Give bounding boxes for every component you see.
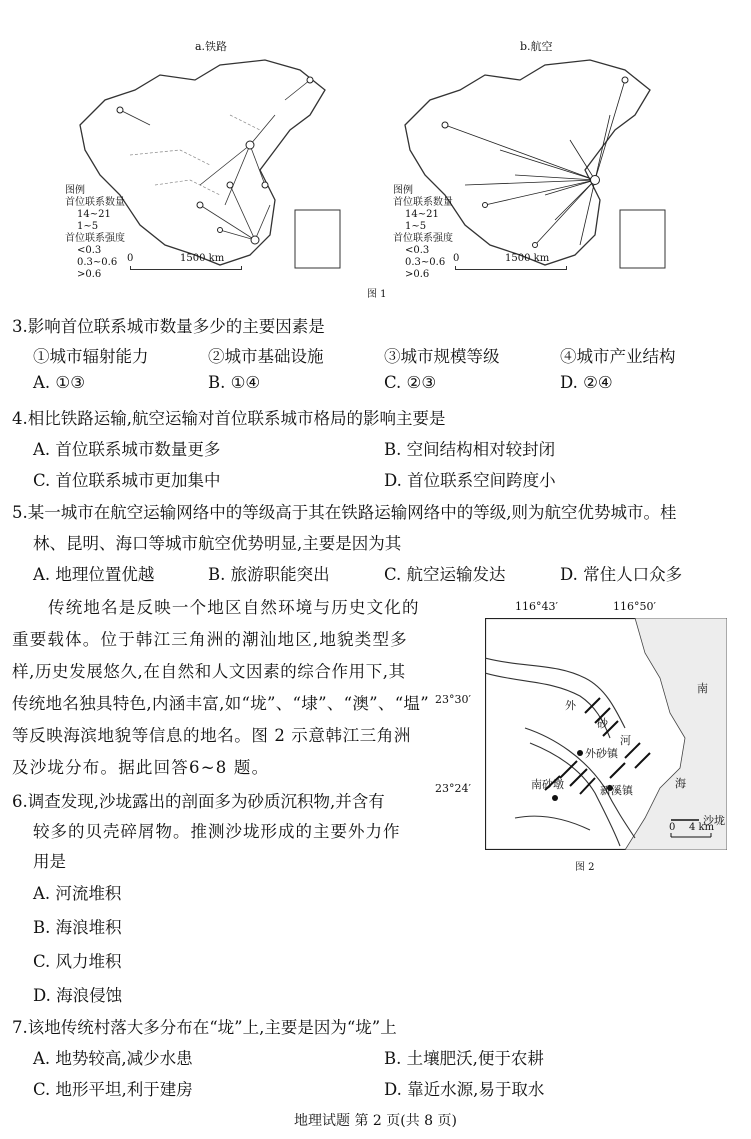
passage-line-6: 及沙垅分布。据此回答6~8 题。 xyxy=(12,758,270,777)
page-footer: 地理试题 第 2 页(共 8 页) xyxy=(294,1113,457,1129)
legend-count-label: 首位联系数量 xyxy=(65,197,125,208)
town-label-3: 南砂墩 xyxy=(531,778,564,791)
q4-option-a[interactable]: A. 首位联系城市数量更多 xyxy=(33,440,221,459)
legend-title: 图例 xyxy=(65,185,85,196)
q6-stem-line-2: 较多的贝壳碎屑物。推测沙垅形成的主要外力作 xyxy=(33,822,401,841)
map-a-title: a.铁路 xyxy=(195,40,228,53)
q4-option-b[interactable]: B. 空间结构相对较封闭 xyxy=(384,440,556,459)
q7-option-b[interactable]: B. 土壤肥沃,便于农耕 xyxy=(384,1049,544,1068)
river-label-3: 河 xyxy=(620,734,631,747)
town-label-1: 外砂镇 xyxy=(585,747,618,760)
q7-option-d[interactable]: D. 靠近水源,易于取水 xyxy=(384,1080,545,1099)
legend-strength-low: <0.3 xyxy=(405,245,430,256)
q6-option-a[interactable]: A. 河流堆积 xyxy=(33,884,122,903)
q4-option-d[interactable]: D. 首位联系空间跨度小 xyxy=(384,471,556,490)
legend-count-label: 首位联系数量 xyxy=(393,197,453,208)
q6-option-d[interactable]: D. 海浪侵蚀 xyxy=(33,986,123,1005)
legend-strength-high: >0.6 xyxy=(77,269,102,280)
q5-stem-line-2: 林、昆明、海口等城市航空优势明显,主要是因为其 xyxy=(33,534,402,553)
legend-label: 沙垅 xyxy=(703,814,725,827)
scale-a-zero: 0 xyxy=(127,253,134,264)
q3-option-c[interactable]: C. ②③ xyxy=(384,373,437,392)
lat-label-2: 23°24′ xyxy=(435,782,471,795)
legend-strength-label: 首位联系强度 xyxy=(65,233,125,244)
passage-line-5: 等反映海滨地貌等信息的地名。图 2 示意韩江三角洲 xyxy=(12,726,411,745)
map-b-title: b.航空 xyxy=(520,40,553,53)
scale-b: 1500 km xyxy=(505,253,550,264)
legend-strength-mid: 0.3~0.6 xyxy=(77,257,118,268)
passage-line-4: 传统地名独具特色,内涵丰富,如“垅”、“埭”、“澳”、“塭” xyxy=(12,694,429,713)
q3-item-1: ①城市辐射能力 xyxy=(33,347,149,366)
passage-line-3: 样,历史发展悠久,在自然和人文因素的综合作用下,其 xyxy=(12,662,406,681)
q3-stem: 3.影响首位联系城市数量多少的主要因素是 xyxy=(12,317,325,336)
q7-option-c[interactable]: C. 地形平坦,利于建房 xyxy=(33,1080,193,1099)
q5-option-d[interactable]: D. 常住人口众多 xyxy=(560,565,683,584)
passage-line-1: 传统地名是反映一个地区自然环境与历史文化的 xyxy=(48,598,420,617)
legend-count-high: 14~21 xyxy=(77,209,111,220)
q7-stem: 7.该地传统村落大多分布在“垅”上,主要是因为“垅”上 xyxy=(12,1018,397,1037)
scale-a: 1500 km xyxy=(180,253,225,264)
q3-item-4: ④城市产业结构 xyxy=(560,347,676,366)
scale-zero: 0 xyxy=(669,822,676,833)
sea-label-2: 海 xyxy=(675,777,686,790)
q5-option-c[interactable]: C. 航空运输发达 xyxy=(384,565,506,584)
legend-title: 图例 xyxy=(393,185,413,196)
q3-option-a[interactable]: A. ①③ xyxy=(33,373,85,392)
q3-item-2: ②城市基础设施 xyxy=(208,347,324,366)
lon-label-1: 116°43′ xyxy=(515,600,558,613)
legend-b xyxy=(393,185,453,281)
figure-2 xyxy=(435,600,735,873)
q3-option-d[interactable]: D. ②④ xyxy=(560,373,613,392)
q5-option-a[interactable]: A. 地理位置优越 xyxy=(33,565,155,584)
sea-label-1: 南 xyxy=(697,682,708,695)
q3-item-3: ③城市规模等级 xyxy=(384,347,500,366)
legend-strength-label: 首位联系强度 xyxy=(393,233,453,244)
river-label-2: 砂 xyxy=(597,717,608,730)
scale-bar-a xyxy=(130,266,242,270)
q6-option-c[interactable]: C. 风力堆积 xyxy=(33,952,122,971)
legend-strength-high: >0.6 xyxy=(405,269,430,280)
figure-1-caption: 图 1 xyxy=(367,289,387,300)
legend-count-high: 14~21 xyxy=(405,209,439,220)
legend-strength-low: <0.3 xyxy=(77,245,102,256)
lon-label-2: 116°50′ xyxy=(613,600,656,613)
q6-stem-line-3: 用是 xyxy=(33,852,66,871)
q5-stem-line-1: 5.某一城市在航空运输网络中的等级高于其在铁路运输网络中的等级,则为航空优势城市。桂 xyxy=(12,503,677,522)
legend-count-low: 1~5 xyxy=(77,221,99,232)
q4-stem: 4.相比铁路运输,航空运输对首位联系城市格局的影响主要是 xyxy=(12,409,446,428)
q3-option-b[interactable]: B. ①④ xyxy=(208,373,261,392)
q6-stem-line-1: 6.调查发现,沙垅露出的剖面多为砂质沉积物,并含有 xyxy=(12,792,385,811)
legend-a xyxy=(65,185,125,281)
river-label-1: 外 xyxy=(565,699,576,712)
lat-label-1: 23°30′ xyxy=(435,693,471,706)
figure-1 xyxy=(55,30,705,305)
q6-option-b[interactable]: B. 海浪堆积 xyxy=(33,918,122,937)
legend-strength-mid: 0.3~0.6 xyxy=(405,257,446,268)
scale-b-zero: 0 xyxy=(453,253,460,264)
legend-count-low: 1~5 xyxy=(405,221,427,232)
figure-2-caption: 图 2 xyxy=(575,862,595,873)
q4-option-c[interactable]: C. 首位联系城市更加集中 xyxy=(33,471,221,490)
q5-option-b[interactable]: B. 旅游职能突出 xyxy=(208,565,330,584)
delta-map xyxy=(485,618,727,850)
q7-option-a[interactable]: A. 地势较高,减少水患 xyxy=(33,1049,193,1068)
town-label-2: 新溪镇 xyxy=(600,784,633,797)
scale-bar-b xyxy=(455,266,567,270)
scale-label: 4 km xyxy=(689,822,715,833)
passage-line-2: 重要载体。位于韩江三角洲的潮汕地区,地貌类型多 xyxy=(12,630,408,649)
